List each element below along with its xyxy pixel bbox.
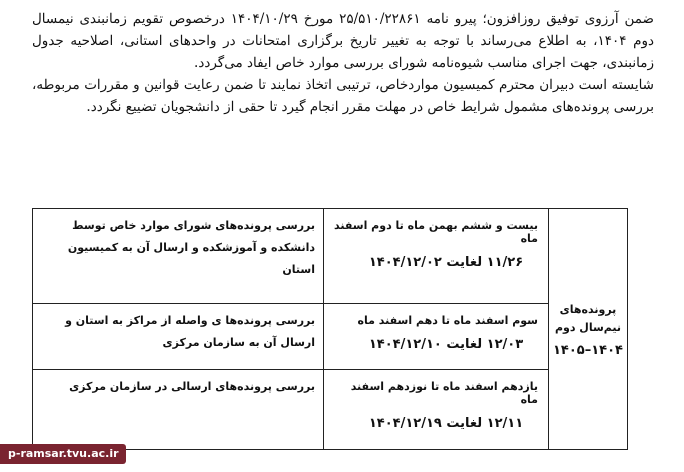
letter-paragraph: ضمن آرزوی توفیق روزافزون؛ پیرو نامه ۲۵/۵۱۰/۲۲۸۶۱ مورخ ۱۴۰۴/۱۰/۲۹ درخصوص تقویم زمانبندی نیمسال دوم ۱۴۰۴، به اطلاع می‌رساند با توجه به تغییر تاریخ برگزاری امتحانات در واحدهای استانی، اصلاحیه جدول زمانبندی، جهت اجرای مناسب شیوه‌نامه شورای بررسی موارد خاص ایفاد می‌گردد. bbox=[32, 11, 655, 71]
semester-year: ۱۴۰۴–۱۴۰۵ bbox=[553, 342, 623, 358]
task-description: بررسی پرونده‌ها ی واصله از مراکز به استان و ارسال آن به سازمان مرکزی bbox=[65, 313, 315, 349]
description-cell bbox=[33, 303, 324, 369]
period-title: سوم اسفند ماه تا دهم اسفند ماه bbox=[357, 313, 538, 327]
table-row bbox=[33, 209, 628, 304]
table-row bbox=[33, 369, 628, 449]
description-cell bbox=[33, 369, 324, 449]
letter-body bbox=[32, 8, 654, 118]
task-description: بررسی پرونده‌های شورای موارد خاص توسط دانشکده و آموزشکده و ارسال آن به کمیسیون استان bbox=[67, 219, 315, 276]
letter-paragraph: شایسته است دبیران محترم کمیسیون مواردخاص، ترتیبی اتخاذ نمایند تا ضمن رعایت قوانین و مقررات مربوطه، بررسی پرونده‌های مشمول شرایط خاص در مهلت مقرر انجام گیرد تا حقی از دانشجویان تضییع نگردد. bbox=[32, 77, 654, 115]
semester-label-cell bbox=[549, 209, 628, 450]
semester-label: پرونده‌های نیم‌سال دوم bbox=[554, 302, 622, 334]
site-watermark: p-ramsar.tvu.ac.ir bbox=[0, 444, 126, 464]
period-cell bbox=[324, 209, 549, 304]
period-cell bbox=[324, 303, 549, 369]
table-row bbox=[33, 303, 628, 369]
period-title: یازدهم اسفند ماه تا نوزدهم اسفند ماه bbox=[350, 379, 538, 406]
description-cell bbox=[33, 209, 324, 304]
task-description: بررسی پرونده‌های ارسالی در سازمان مرکزی bbox=[69, 379, 315, 393]
period-dates: ۱۱/۲۶ لغایت ۱۴۰۴/۱۲/۰۲ bbox=[368, 255, 524, 270]
schedule-table bbox=[32, 208, 628, 450]
period-dates: ۱۲/۰۳ لغایت ۱۴۰۴/۱۲/۱۰ bbox=[368, 336, 524, 352]
period-dates: ۱۲/۱۱ لغایت ۱۴۰۴/۱۲/۱۹ bbox=[368, 415, 524, 431]
period-cell bbox=[324, 369, 549, 449]
period-title: بیست و ششم بهمن ماه تا دوم اسفند ماه bbox=[334, 219, 538, 245]
